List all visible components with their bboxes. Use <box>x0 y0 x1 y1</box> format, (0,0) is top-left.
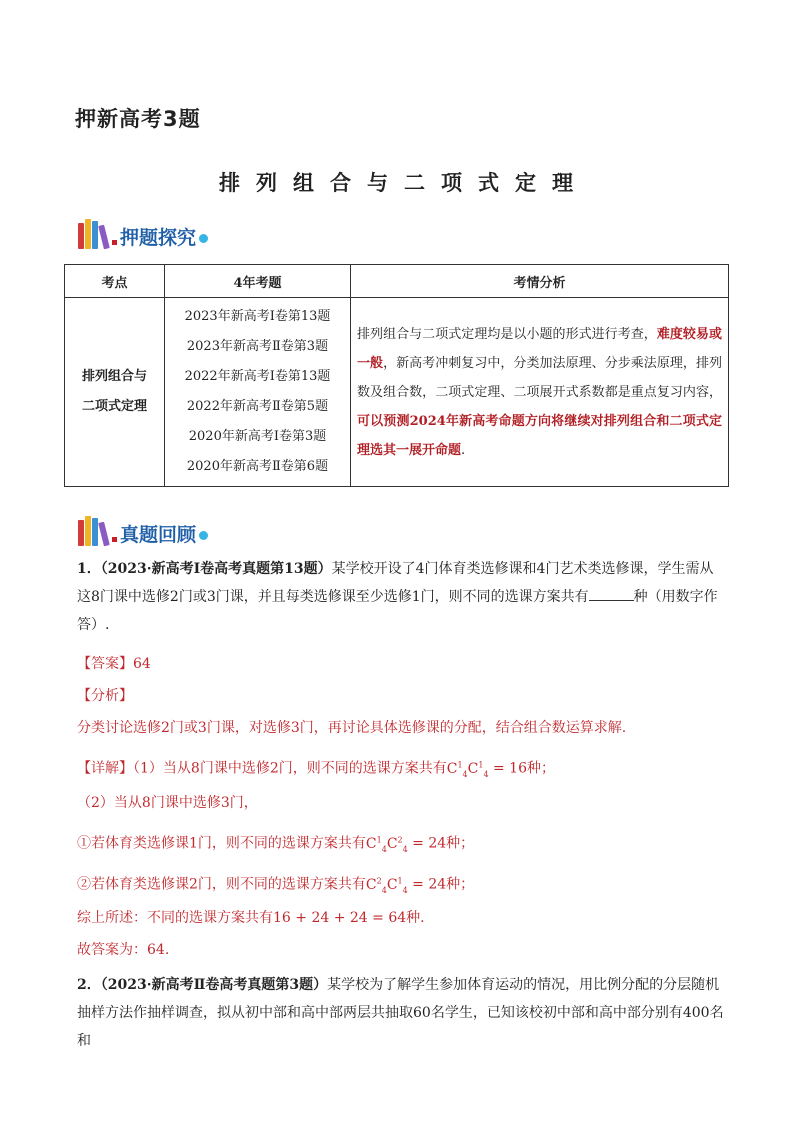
detail-text: （1）当从8门课中选修2门，则不同的选课方案共有 <box>133 760 447 777</box>
question-text: 某学校开设了4门体育类选修课和4门艺术类选修课，学生需从这8门课中选修2门或3门课，并且每类选修课至少选修1门，则不同的选课方案共有 <box>77 561 714 605</box>
math-result: 16 + 24 + 24 = 64 <box>273 910 407 926</box>
header-cell: 考点 <box>65 265 165 298</box>
analysis-highlight: 可以预测2024年新高考命题方向将继续对排列组合和二项式定理选其一展开命题 <box>357 413 722 458</box>
number: 400 <box>682 1005 710 1021</box>
year-item: 2020年新高考Ⅰ卷第3题 <box>188 429 327 444</box>
year-item: 2022年新高考Ⅱ卷第5题 <box>186 399 329 414</box>
question-text: 某学校为了解学生参加体育运动的情况，用比例分配的分层随机抽样方法作抽样调查，拟从初中部和高中部两层共抽取 <box>77 977 720 1021</box>
topic-cell <box>65 298 165 487</box>
topic-line: 排列组合与 <box>81 369 147 384</box>
years-cell <box>165 298 351 487</box>
topic-line: 二项式定理 <box>81 399 147 414</box>
detail-line-2: （2）当从8门课中选修3门， <box>77 795 258 811</box>
year-item: 2023年新高考Ⅰ卷第13题 <box>184 309 331 324</box>
header-cell: 考情分析 <box>351 265 729 298</box>
summary-line <box>77 904 727 932</box>
exam-analysis-table <box>64 264 729 487</box>
table-header-row <box>65 265 729 298</box>
combination-expr: $C^2_4C^1_4$ <box>365 876 408 895</box>
question-text: 名学生，已知该校初中部和高中部分别有 <box>430 1005 683 1021</box>
analysis-highlight: 难度较易或一般 <box>357 326 722 371</box>
detail-label: 【详解】 <box>77 760 133 777</box>
question-number: 1． <box>77 561 101 577</box>
year-item: 2020年新高考Ⅱ卷第6题 <box>186 459 329 474</box>
answer-blank <box>589 586 634 601</box>
section-title: 押题探究 <box>120 227 197 249</box>
books-icon <box>78 217 108 249</box>
question-text: 种（用数字作答）. <box>77 589 718 633</box>
section-header-explore <box>78 215 208 249</box>
question-source: （2023·新高考Ⅱ卷高考真题第3题） <box>100 977 328 993</box>
year-item: 2022年新高考Ⅰ卷第13题 <box>184 369 331 384</box>
analysis-label: 【分析】 <box>77 688 133 704</box>
combination-expr: $C^1_4C^1_4$ <box>446 760 489 779</box>
year-item: 2023年新高考Ⅱ卷第3题 <box>186 339 329 354</box>
question-source: （2023·新高考Ⅰ卷高考真题第13题） <box>100 561 332 577</box>
summary-text: 种. <box>406 910 425 926</box>
answer-value: 64 <box>133 656 151 672</box>
math-result: = 24 <box>412 876 447 893</box>
analysis-text: ，新高考冲刺复习中，分类加法原理、分步乘法原理，排列数及组合数，二项式定理、二项展开式系数都是重点复习内容， <box>357 355 722 400</box>
question-number: 2． <box>77 977 101 993</box>
table-row <box>65 298 729 487</box>
section-header-review <box>78 512 208 546</box>
case-text: ②若体育类选修课2门，则不同的选课方案共有 <box>77 876 366 893</box>
header-title: 押新高考3题 <box>75 107 201 131</box>
detail-case-1 <box>77 826 727 863</box>
combination-expr: $C^1_4C^2_4$ <box>365 835 408 854</box>
case-text: 种； <box>446 876 475 893</box>
header-cell: 4年考题 <box>165 265 351 298</box>
case-text: 种； <box>446 835 475 852</box>
analysis-text: . <box>461 442 466 458</box>
question-2 <box>77 971 727 1055</box>
analysis-cell <box>351 298 729 487</box>
case-text: ①若体育类选修课1门，则不同的选课方案共有 <box>77 835 366 852</box>
books-icon <box>78 514 108 546</box>
analysis-text: 分类讨论选修2门或3门课，对选修3门，再讨论具体选修课的分配，结合组合数运算求解. <box>77 720 627 736</box>
question-1 <box>77 555 727 639</box>
detail-case-2 <box>77 867 727 904</box>
final-answer: 故答案为：64. <box>77 942 170 958</box>
question-text: 名和 <box>77 1005 724 1049</box>
red-square-icon <box>112 537 117 542</box>
detail-text: 种； <box>527 760 555 777</box>
math-result: = 16 <box>493 760 527 777</box>
main-title: 排列组合与二项式定理 <box>219 171 589 195</box>
answer-line <box>77 650 727 678</box>
detail-line-1 <box>77 751 727 788</box>
section-title: 真题回顾 <box>120 524 197 546</box>
red-square-icon <box>112 240 117 245</box>
number: 60 <box>413 1005 431 1021</box>
blue-dot-icon <box>199 234 208 243</box>
analysis-text: 排列组合与二项式定理均是以小题的形式进行考查， <box>357 326 657 342</box>
math-result: = 24 <box>412 835 447 852</box>
summary-text: 综上所述：不同的选课方案共有 <box>77 910 273 926</box>
answer-label: 【答案】 <box>77 656 133 672</box>
blue-dot-icon <box>199 531 208 540</box>
